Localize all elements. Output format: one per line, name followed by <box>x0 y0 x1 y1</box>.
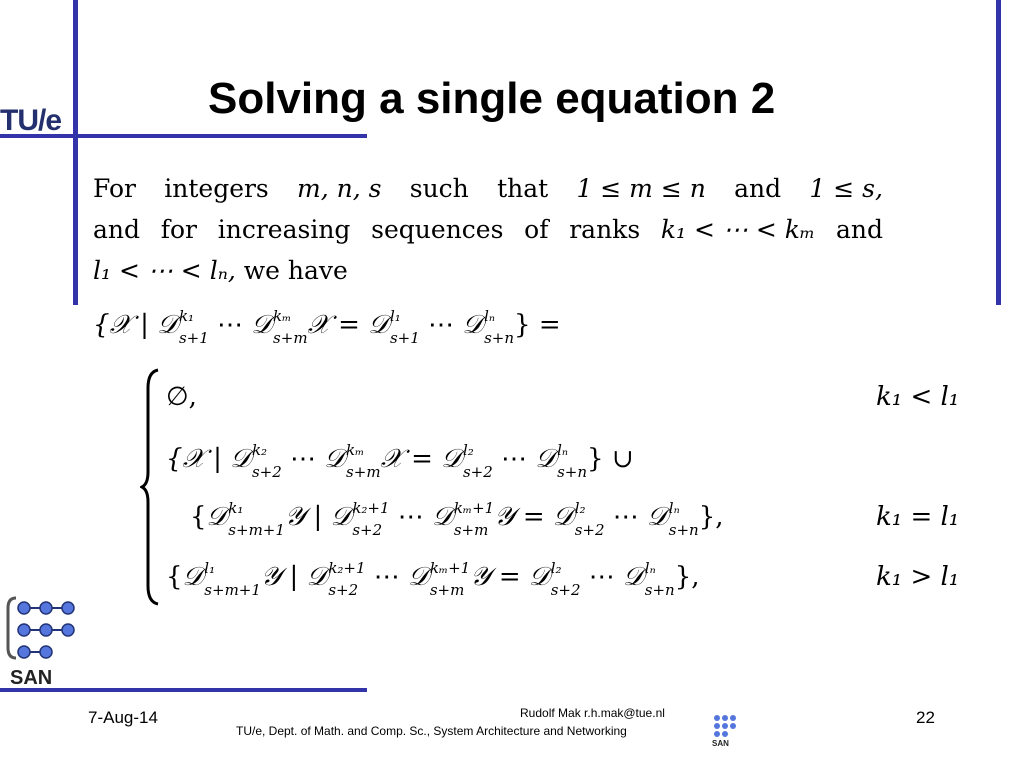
footer-author: Rudolf Mak r.h.mak@tue.nl <box>520 706 665 720</box>
math-D: 𝒟 <box>462 310 484 340</box>
math-expr: l₁ < ⋯ < lₙ, <box>93 256 236 285</box>
equation-lhs: {𝒳 | 𝒟 k₁ s+1 ⋯ 𝒟 kₘ s+m 𝒳 = 𝒟 l₁ s+1 ⋯ 𝒟 lₙ s+n } = <box>93 307 561 347</box>
san-small-logo-text: SAN <box>712 739 729 748</box>
case-4: {𝒟 l₁ s+m+1 𝒴 | 𝒟 k₂+1 s+2 ⋯ 𝒟 kₘ+1 s+m 𝒴 = 𝒟 l₂ s+2 ⋯ 𝒟 lₙ s+n }, <box>166 559 700 599</box>
scripts: lₙ s+n <box>484 307 515 347</box>
scripts: kₘ s+m <box>273 307 308 347</box>
math-expr: k₁ < ⋯ < kₘ <box>660 215 816 244</box>
word: increasing <box>217 215 351 244</box>
set-open: { <box>166 562 183 592</box>
footer-department: TU/e, Dept. of Math. and Comp. Sc., System Architecture and Networking <box>236 724 627 738</box>
word: that <box>497 174 549 203</box>
math-D: 𝒟 <box>251 310 273 340</box>
math-eq: 𝒳 = <box>307 310 369 340</box>
word: sequences <box>371 215 504 244</box>
word: of <box>524 215 549 244</box>
scripts: k₁ s+1 <box>178 307 209 347</box>
math-expr: m, n, s <box>297 174 382 203</box>
frame-left-line <box>73 0 78 305</box>
word: ranks <box>569 215 641 244</box>
set-open: { <box>190 502 207 532</box>
condition-3: k₁ = l₁ <box>876 502 960 532</box>
frame-bottom-line <box>0 688 367 692</box>
math-expr: 1 ≤ s, <box>809 174 883 203</box>
frame-right-line <box>996 0 1001 305</box>
theorem-line-3 <box>93 250 883 291</box>
word: integers <box>164 174 269 203</box>
set-close: }, <box>674 562 700 592</box>
scripts: l₁ s+1 <box>389 307 420 347</box>
condition-1: k₁ < l₁ <box>876 382 960 412</box>
theorem-line-1 <box>93 168 883 209</box>
set-close: }, <box>698 502 724 532</box>
word: for <box>160 215 198 244</box>
set-close: } = <box>514 310 561 340</box>
theorem-text <box>93 168 883 291</box>
theorem-line-2 <box>93 209 883 250</box>
case-2: {𝒳 | 𝒟 k₂ s+2 ⋯ 𝒟 kₘ s+m 𝒳 = 𝒟 l₂ s+2 ⋯ 𝒟 lₙ s+n } ∪ <box>166 441 634 481</box>
slide-title: Solving a single equation 2 <box>208 74 776 123</box>
word: such <box>409 174 469 203</box>
page-number: 22 <box>916 708 935 727</box>
math-D: 𝒟 <box>157 310 178 340</box>
word: For <box>93 174 136 203</box>
san-logo-text: SAN <box>10 667 53 686</box>
case-3: {𝒟 k₁ s+m+1 𝒴 | 𝒟 k₂+1 s+2 ⋯ 𝒟 kₘ+1 s+m 𝒴 = 𝒟 l₂ s+2 ⋯ 𝒟 lₙ s+n }, <box>190 499 724 539</box>
set-open: {𝒳 | <box>166 444 231 474</box>
word: and <box>734 174 782 203</box>
word: we have <box>243 256 348 285</box>
left-brace-icon <box>140 368 160 606</box>
set-close-union: } ∪ <box>587 444 634 474</box>
condition-4: k₁ > l₁ <box>876 562 960 592</box>
word: and <box>93 215 141 244</box>
set-open: {𝒳 | <box>93 310 158 340</box>
tue-logo: TU/e <box>0 104 62 137</box>
case-1: ∅, <box>166 382 197 412</box>
san-small-logo-icon <box>709 712 739 748</box>
footer-date: 7-Aug-14 <box>88 708 158 727</box>
math-D: 𝒟 <box>368 310 389 340</box>
san-logo-icon <box>6 592 86 686</box>
math-expr: 1 ≤ m ≤ n <box>576 174 706 203</box>
word: and <box>835 215 883 244</box>
